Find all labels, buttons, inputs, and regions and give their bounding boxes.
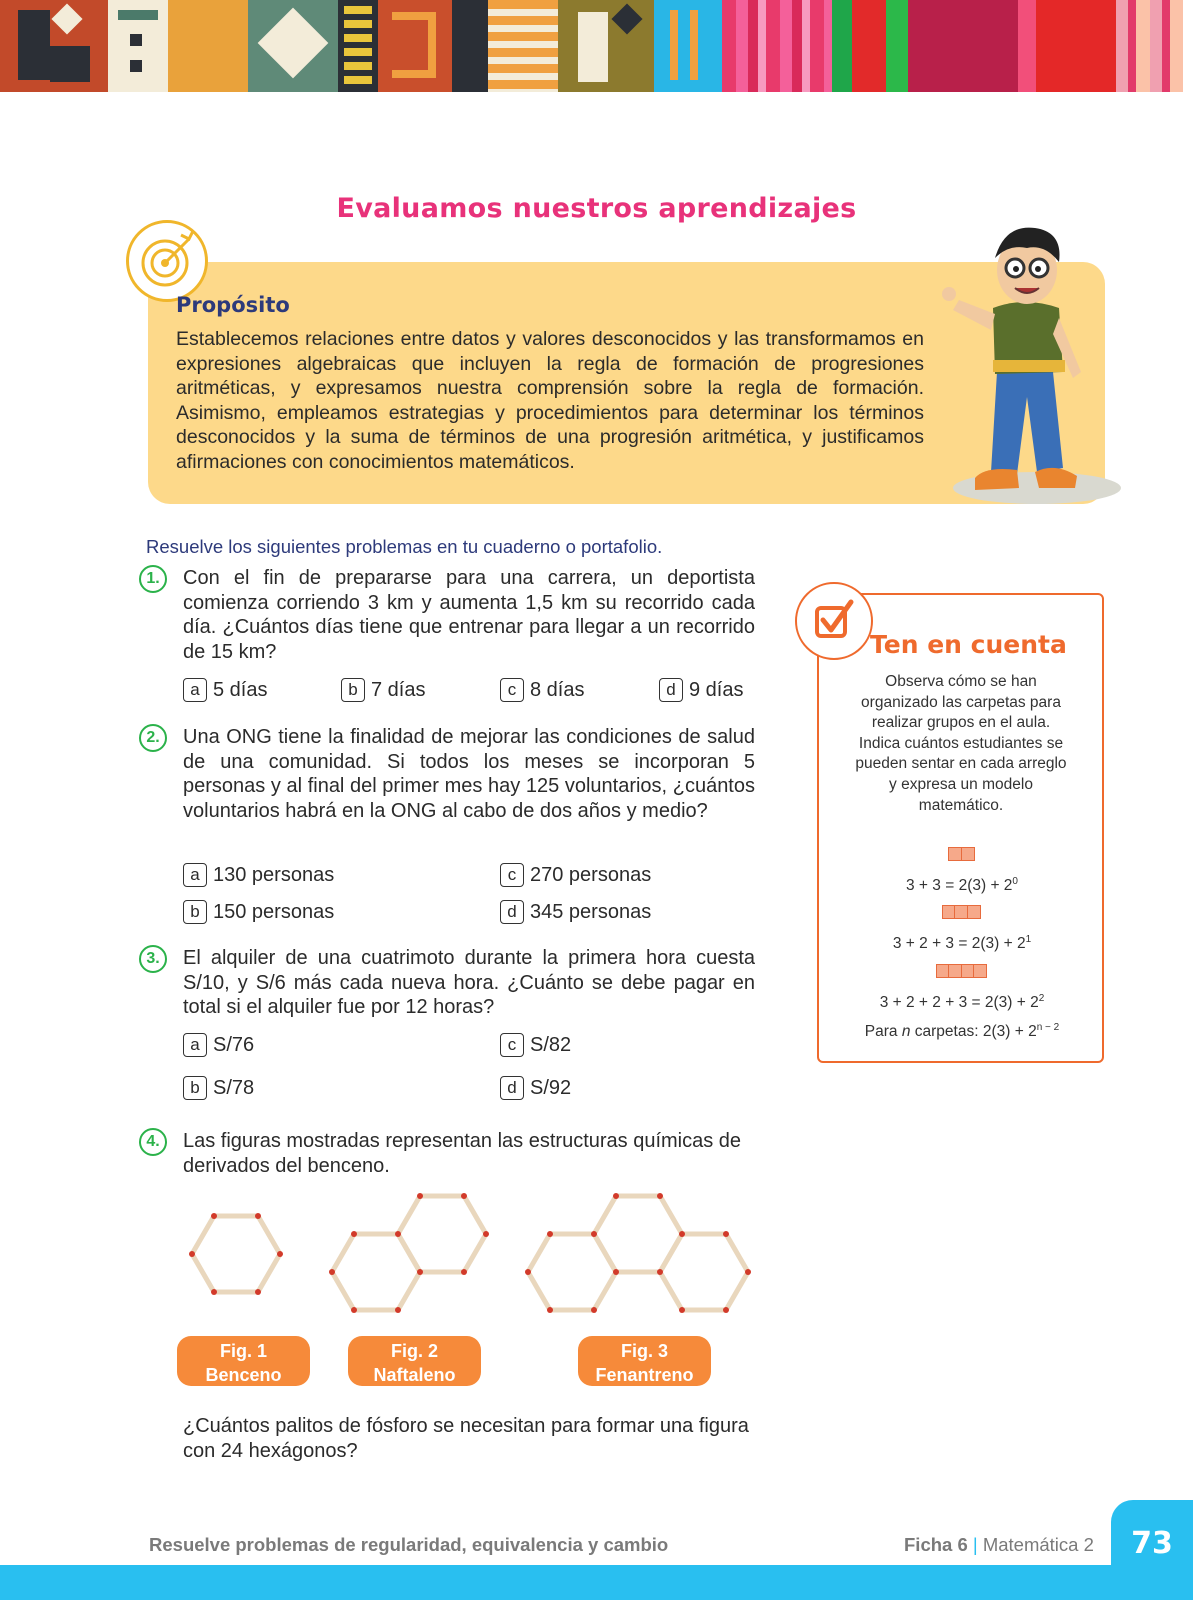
answer-option[interactable] xyxy=(500,1033,571,1057)
question-number: 2. xyxy=(139,724,167,752)
footer-band xyxy=(0,1565,1193,1600)
question-number: 1. xyxy=(139,565,167,593)
answer-option[interactable] xyxy=(183,1076,254,1100)
purpose-heading: Propósito xyxy=(176,293,290,317)
option-letter: c xyxy=(500,678,524,702)
footer-separator: | xyxy=(972,1534,978,1555)
tip-equation: $3 + 3 = 2(3) + 2^0$ xyxy=(906,876,1018,895)
option-letter: a xyxy=(183,678,207,702)
option-text: S/92 xyxy=(530,1076,572,1099)
option-text: 5 días xyxy=(213,678,268,701)
answer-option[interactable] xyxy=(183,900,334,924)
instruction-text: Resuelve los siguientes problemas en tu cuaderno o portafolio. xyxy=(146,536,663,557)
option-text: S/78 xyxy=(213,1076,255,1099)
desk-arrangement-2 xyxy=(820,847,1104,861)
option-letter: d xyxy=(500,900,524,924)
question-text: Las figuras mostradas representan las estructuras químicas de derivados del benceno. xyxy=(183,1130,742,1177)
matchstick-hexagon-figures xyxy=(180,1180,780,1325)
figure-number: Fig. 2 xyxy=(390,1341,438,1361)
figure-label-fenantreno xyxy=(578,1336,711,1386)
figure-label-benceno xyxy=(177,1336,310,1386)
figure-name: Fenantreno xyxy=(595,1365,694,1385)
option-letter: a xyxy=(183,1033,207,1057)
option-text: S/82 xyxy=(530,1033,572,1056)
figure-number: Fig. 1 xyxy=(219,1341,267,1361)
footer-sheet-info xyxy=(904,1534,1094,1556)
desk-icon xyxy=(973,964,987,978)
desk-arrangement-4 xyxy=(820,964,1104,978)
tip-equation: $3 + 2 + 3 = 2(3) + 2^1$ xyxy=(892,934,1032,953)
answer-option[interactable] xyxy=(183,678,267,702)
tip-general-formula: Para n carpetas: $2(3) + 2^{n - 2}$ xyxy=(864,1022,1060,1041)
option-letter: a xyxy=(183,863,207,887)
answer-option[interactable] xyxy=(341,678,425,702)
option-letter: b xyxy=(341,678,365,702)
footer-competency: Resuelve problemas de regularidad, equivalencia y cambio xyxy=(149,1534,669,1555)
answer-option[interactable] xyxy=(183,863,334,887)
tip-text: Observa cómo se han organizado las carpetas para realizar grupos en el aula. Indica cuántos estudiantes se pueden sentar en cada arreglo y expresa un modelo matemático. xyxy=(855,673,1067,814)
figure-number: Fig. 3 xyxy=(620,1341,668,1361)
question-text: El alquiler de una cuatrimoto durante la primera hora cuesta S/10, y S/6 más cada nueva hora. ¿Cuánto se debe pagar en total si el alquiler fue por 12 horas? xyxy=(183,947,755,1019)
option-text: 8 días xyxy=(530,678,585,701)
answer-option[interactable] xyxy=(183,1033,254,1057)
question-number: 3. xyxy=(139,945,167,973)
figure-name: Benceno xyxy=(205,1365,282,1385)
option-text: 130 personas xyxy=(213,863,335,886)
option-text: 345 personas xyxy=(530,900,652,923)
page-title: Evaluamos nuestros aprendizajes xyxy=(336,193,857,224)
desk-icon xyxy=(967,905,981,919)
desk-icon xyxy=(961,847,975,861)
option-letter: c xyxy=(500,863,524,887)
footer-sheet: Ficha 6 xyxy=(904,1534,968,1555)
option-letter: b xyxy=(183,900,207,924)
option-letter: d xyxy=(659,678,683,702)
option-text: 150 personas xyxy=(213,900,335,923)
answer-option[interactable] xyxy=(500,678,584,702)
question-text: Una ONG tiene la finalidad de mejorar las condiciones de salud de una comunidad. Si todos los meses se incorporan 5 personas y al final del primer mes hay 125 voluntarios, ¿cuántos voluntarios habrá en la ONG al cabo de dos años y medio? xyxy=(183,726,755,822)
option-text: S/76 xyxy=(213,1033,255,1056)
checklist-icon xyxy=(795,582,873,660)
option-letter: c xyxy=(500,1033,524,1057)
figure-name: Naftaleno xyxy=(373,1365,456,1385)
decorative-textile-banner xyxy=(0,0,1193,92)
answer-option[interactable] xyxy=(659,678,743,702)
footer-subject: Matemática 2 xyxy=(982,1534,1094,1555)
purpose-text: Establecemos relaciones entre datos y valores desconocidos y las transformamos en expresiones algebraicas que incluyen la regla de formación de progresiones aritméticas, y expresamos nuestra comprensión sobre la regla de formación. Asimismo, empleamos estrategias y procedimientos para determinar los términos desconocidos y la suma de términos de una progresión aritmética, y justificamos afirmaciones con conocimientos matemáticos. xyxy=(176,328,924,473)
option-text: 270 personas xyxy=(530,863,652,886)
tip-title: Ten en cuenta xyxy=(870,630,1067,659)
option-text: 7 días xyxy=(371,678,426,701)
answer-option[interactable] xyxy=(500,863,651,887)
figure-label-naftaleno xyxy=(348,1336,481,1386)
option-letter: d xyxy=(500,1076,524,1100)
page-number: 73 xyxy=(1131,1526,1173,1561)
option-text: 9 días xyxy=(689,678,744,701)
answer-option[interactable] xyxy=(500,1076,571,1100)
question-4-prompt: ¿Cuántos palitos de fósforo se necesitan para formar una figura con 24 hexágonos? xyxy=(183,1415,749,1462)
desk-arrangement-3 xyxy=(820,905,1104,919)
question-number: 4. xyxy=(139,1128,167,1156)
student-illustration xyxy=(935,222,1125,512)
question-text: Con el fin de prepararse para una carrera, un deportista comienza corriendo 3 km y aumenta 1,5 km su recorrido cada día. ¿Cuántos días tiene que entrenar para llegar a un recorrido de 15 km? xyxy=(183,567,755,663)
option-letter: b xyxy=(183,1076,207,1100)
target-icon xyxy=(126,220,208,302)
answer-option[interactable] xyxy=(500,900,651,924)
tip-equation: $3 + 2 + 2 + 3 = 2(3) + 2^2$ xyxy=(879,993,1045,1012)
